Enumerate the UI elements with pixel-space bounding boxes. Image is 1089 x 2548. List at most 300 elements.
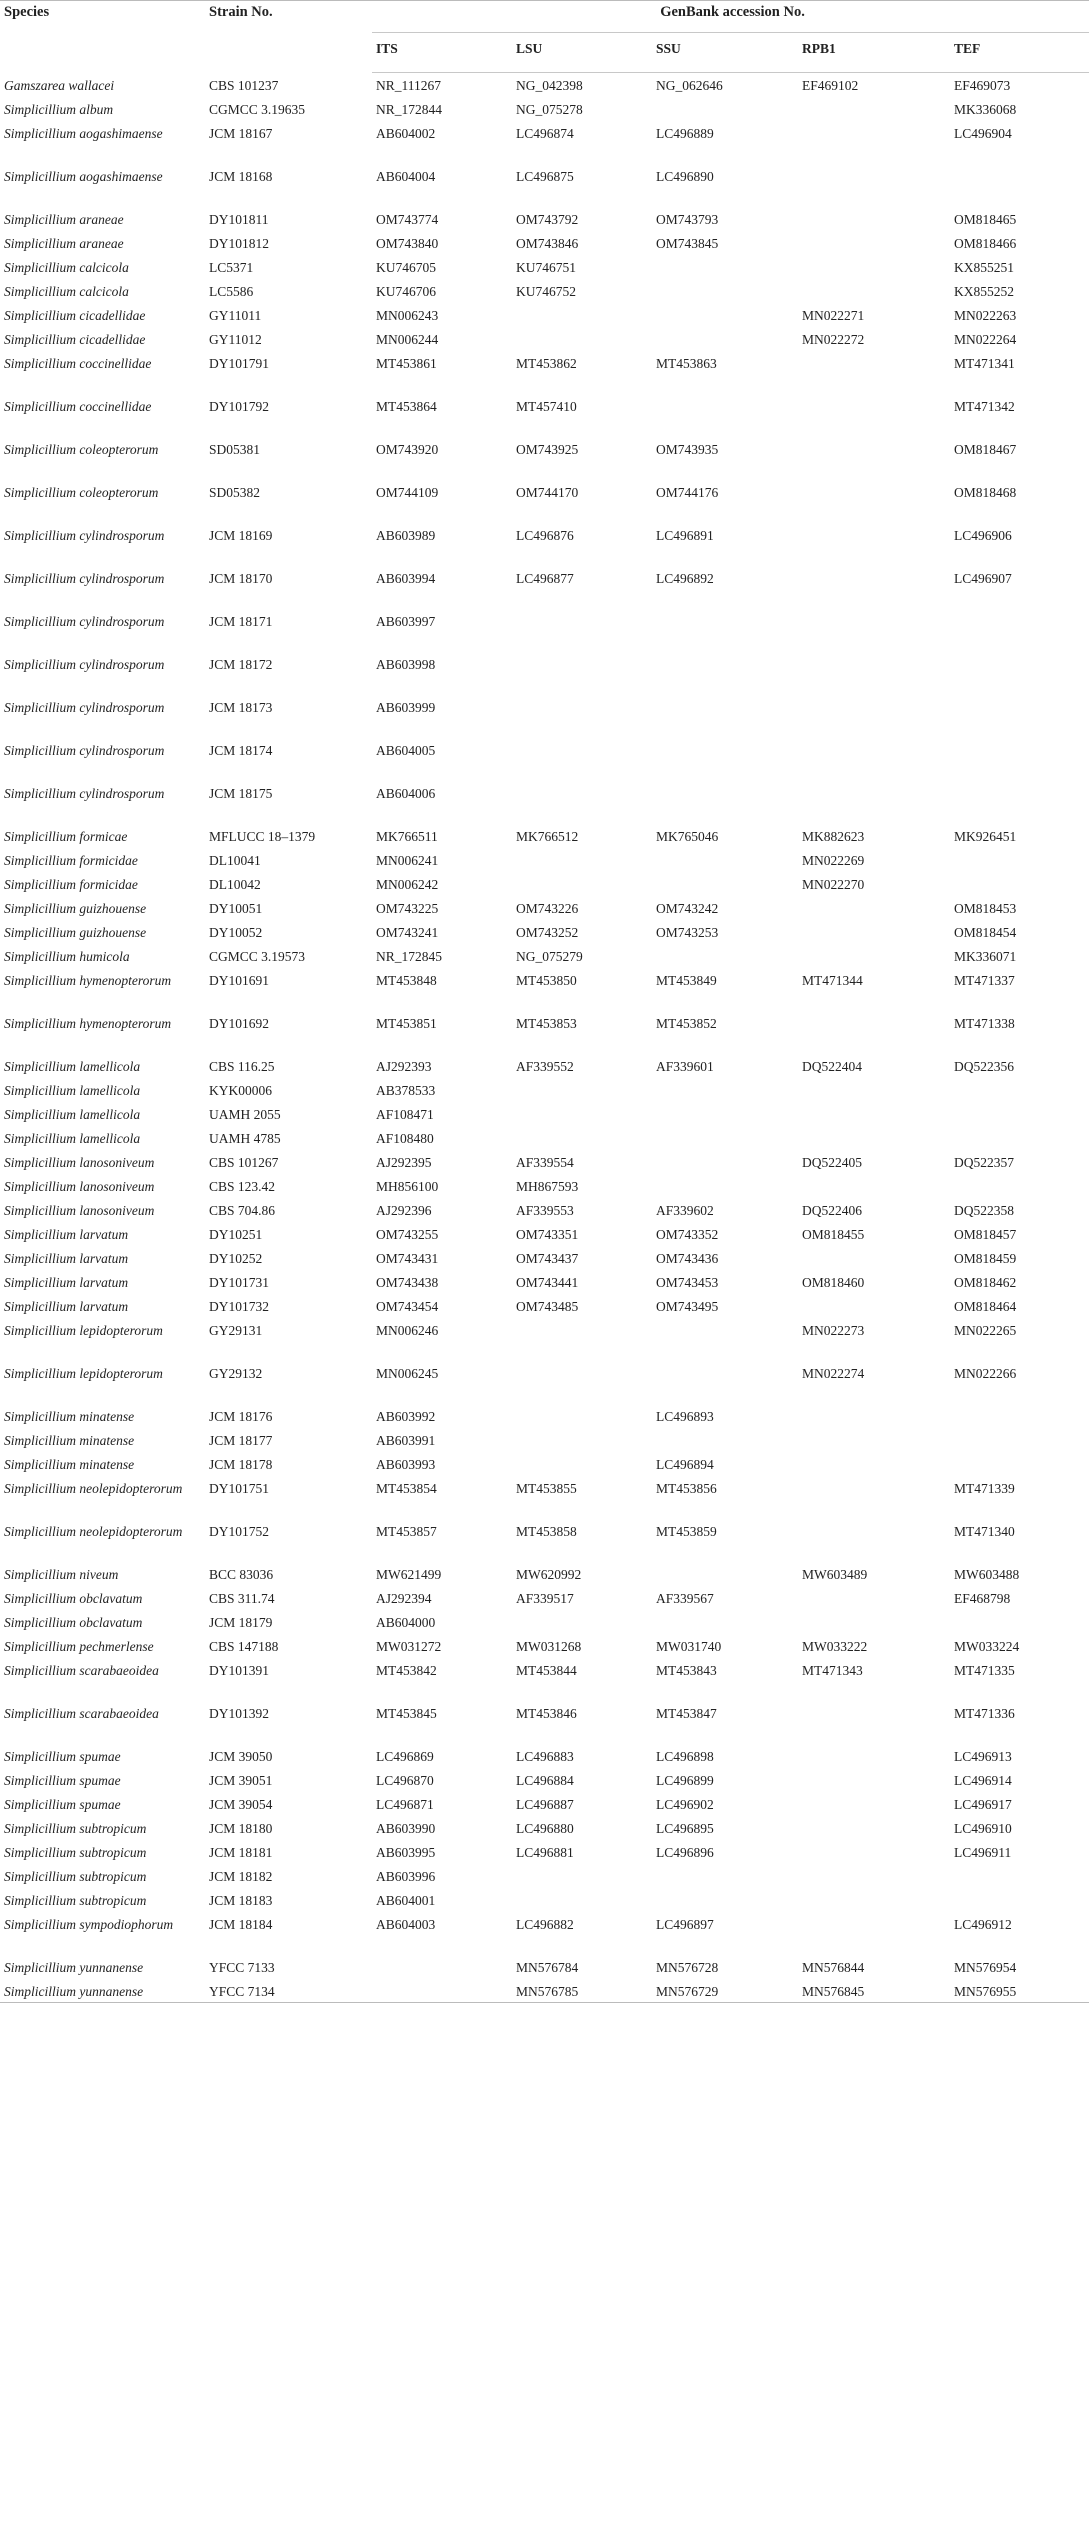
cell-strain: CBS 311.74 [209, 1590, 275, 1606]
cell-lsu: MN576785 [512, 1979, 652, 2003]
cell-its: MT453851 [376, 1015, 437, 1031]
cell-lsu: OM743351 [516, 1226, 579, 1242]
cell-strain: CBS 101267 [209, 1154, 279, 1170]
cell-species: Simplicillium coccinellidae [4, 398, 152, 414]
cell-ssu [652, 327, 798, 351]
cell-rpb1: MN022270 [802, 876, 865, 892]
cell-lsu [512, 1428, 652, 1452]
cell-ssu: MN576729 [652, 1979, 798, 2003]
cell-species: Simplicillium cylindrosporum [4, 613, 165, 629]
cell-strain: KYK00006 [209, 1082, 272, 1098]
cell-rpb1 [798, 231, 950, 255]
cell-ssu: OM743453 [656, 1274, 719, 1290]
cell-species: Simplicillium yunnanense [0, 1979, 205, 2003]
cell-ssu [652, 1102, 798, 1126]
cell-ssu: LC496892 [656, 570, 714, 586]
cell-species: Simplicillium lamellicola [4, 1106, 141, 1122]
cell-ssu: LC496891 [656, 527, 714, 543]
cell-its: AF108471 [376, 1106, 434, 1122]
cell-strain: JCM 18182 [209, 1868, 273, 1884]
cell-lsu [512, 609, 652, 652]
cell-ssu [652, 944, 798, 968]
cell-rpb1 [798, 1792, 950, 1816]
cell-lsu: MH867593 [516, 1178, 579, 1194]
table-row [0, 255, 1089, 279]
table-row [0, 872, 1089, 896]
cell-species: Simplicillium guizhouense [4, 900, 147, 916]
cell-strain: DY101391 [209, 1662, 269, 1678]
cell-tef: MT471339 [954, 1480, 1015, 1496]
cell-rpb1 [798, 97, 950, 121]
table-row [0, 1586, 1089, 1610]
cell-strain: JCM 18171 [209, 613, 273, 629]
cell-tef [950, 1428, 1089, 1452]
cell-rpb1 [798, 1294, 950, 1318]
cell-its: AB603994 [376, 570, 436, 586]
table-row [0, 1318, 1089, 1361]
cell-strain: DY10052 [209, 924, 263, 940]
table-row [0, 1744, 1089, 1768]
cell-rpb1 [798, 1452, 950, 1476]
cell-strain: DY101692 [209, 1015, 269, 1031]
cell-ssu: MT453856 [656, 1480, 717, 1496]
cell-its: LC496869 [376, 1748, 434, 1764]
cell-lsu: KU746752 [516, 283, 576, 299]
cell-strain: JCM 18180 [209, 1820, 273, 1836]
table-row [0, 1428, 1089, 1452]
cell-its: MN006243 [376, 307, 439, 323]
cell-tef: MT471337 [954, 972, 1015, 988]
cell-strain: CBS 101237 [209, 77, 279, 93]
cell-its: AB603990 [376, 1820, 436, 1836]
cell-ssu [652, 609, 798, 652]
cell-its: LC496870 [376, 1772, 434, 1788]
cell-strain: GY11012 [209, 331, 262, 347]
table-row [0, 1222, 1089, 1246]
table-row [0, 944, 1089, 968]
cell-strain: DY101392 [209, 1705, 269, 1721]
cell-lsu: MW031268 [516, 1638, 582, 1654]
header-lsu: LSU [512, 33, 652, 73]
cell-lsu: MN576784 [516, 1959, 579, 1975]
cell-strain: DY10252 [209, 1250, 263, 1266]
cell-lsu: OM743485 [516, 1298, 579, 1314]
cell-strain: JCM 18179 [209, 1614, 273, 1630]
cell-species: Simplicillium humicola [4, 948, 130, 964]
cell-rpb1: DQ522404 [802, 1058, 862, 1074]
cell-rpb1: EF469102 [802, 78, 859, 93]
table-row [0, 394, 1089, 437]
cell-species: Simplicillium niveum [4, 1566, 119, 1582]
cell-rpb1: MN022272 [802, 331, 865, 347]
cell-tef: OM818457 [954, 1226, 1017, 1242]
cell-its: MN006244 [376, 331, 439, 347]
cell-tef [950, 1452, 1089, 1476]
cell-tef: OM818454 [954, 924, 1017, 940]
cell-strain: JCM 18178 [209, 1456, 273, 1472]
cell-its: AF108480 [376, 1130, 434, 1146]
cell-strain: JCM 18177 [209, 1432, 273, 1448]
cell-its: MN006242 [376, 876, 439, 892]
cell-rpb1 [798, 920, 950, 944]
cell-its: KU746706 [376, 283, 436, 299]
cell-its: AB604000 [376, 1614, 436, 1630]
table-row [0, 1912, 1089, 1955]
cell-tef: MK336068 [954, 101, 1017, 117]
table-row [0, 1476, 1089, 1519]
cell-ssu: OM743845 [656, 235, 719, 251]
cell-rpb1: MT471343 [802, 1662, 863, 1678]
cell-rpb1: MN022271 [802, 307, 865, 323]
cell-its: AB603998 [376, 656, 436, 672]
cell-tef: MT471340 [954, 1523, 1015, 1539]
cell-lsu: MT453858 [516, 1523, 577, 1539]
table-row [0, 1610, 1089, 1634]
cell-rpb1 [798, 566, 950, 609]
cell-its: AB603997 [376, 613, 436, 629]
cell-rpb1: MN576845 [798, 1979, 950, 2003]
cell-strain: LC5586 [209, 283, 254, 299]
cell-its: AB603989 [376, 527, 436, 543]
cell-species: Simplicillium formicidae [4, 852, 138, 868]
cell-tef [950, 1610, 1089, 1634]
cell-lsu [512, 848, 652, 872]
cell-its: OM743920 [376, 441, 439, 457]
cell-its: AB603996 [376, 1868, 436, 1884]
cell-rpb1 [798, 1816, 950, 1840]
cell-strain: DY101791 [209, 355, 269, 371]
cell-strain: UAMH 2055 [209, 1106, 281, 1122]
cell-ssu [652, 255, 798, 279]
cell-ssu [652, 1126, 798, 1150]
cell-its: OM743255 [376, 1226, 439, 1242]
cell-lsu: NG_042398 [516, 78, 583, 93]
cell-lsu: LC496881 [516, 1844, 574, 1860]
cell-tef: LC496914 [954, 1772, 1012, 1788]
cell-ssu: AF339601 [656, 1058, 714, 1074]
cell-species: Simplicillium larvatum [4, 1298, 129, 1314]
cell-its: AB604006 [376, 785, 436, 801]
cell-species: Simplicillium minatense [4, 1432, 135, 1448]
table-row [0, 1768, 1089, 1792]
cell-rpb1: MN022273 [802, 1322, 865, 1338]
table-row [0, 920, 1089, 944]
cell-strain: JCM 18173 [209, 699, 273, 715]
cell-lsu: MW620992 [516, 1566, 582, 1582]
cell-rpb1 [798, 1768, 950, 1792]
cell-its: AB603995 [376, 1844, 436, 1860]
cell-ssu: MW031740 [656, 1638, 722, 1654]
cell-strain: JCM 18169 [209, 527, 273, 543]
cell-lsu: OM743441 [516, 1274, 579, 1290]
cell-rpb1 [798, 1102, 950, 1126]
cell-its: OM743840 [376, 235, 439, 251]
cell-its: MN006246 [376, 1322, 439, 1338]
cell-tef [950, 1864, 1089, 1888]
table-row [0, 695, 1089, 738]
table-row [0, 97, 1089, 121]
table-row [0, 1361, 1089, 1404]
table-row [0, 1888, 1089, 1912]
cell-tef: LC496917 [954, 1796, 1012, 1812]
cell-ssu: MT453859 [656, 1523, 717, 1539]
table-row [0, 480, 1089, 523]
cell-strain: UAMH 4785 [209, 1130, 281, 1146]
cell-lsu: LC496877 [516, 570, 574, 586]
cell-rpb1 [798, 1519, 950, 1562]
cell-lsu: LC496874 [516, 125, 574, 141]
cell-lsu: MK766512 [516, 828, 579, 844]
cell-its: MT453848 [376, 972, 437, 988]
cell-lsu: OM744170 [516, 484, 579, 500]
header-species: Species [0, 1, 205, 73]
cell-rpb1 [798, 279, 950, 303]
cell-lsu: OM743437 [516, 1250, 579, 1266]
cell-rpb1 [798, 207, 950, 231]
cell-lsu [512, 738, 652, 781]
cell-species: Gamszarea wallacei [4, 77, 115, 93]
cell-its: MT453864 [376, 398, 437, 414]
cell-species: Simplicillium coccinellidae [4, 355, 152, 371]
cell-rpb1 [798, 394, 950, 437]
cell-ssu [652, 1078, 798, 1102]
header-genbank: GenBank accession No. [372, 1, 1089, 33]
header-ssu: SSU [652, 33, 798, 73]
cell-lsu [512, 652, 652, 695]
cell-ssu [652, 781, 798, 824]
cell-its: MK766511 [376, 828, 438, 844]
cell-its: AJ292394 [376, 1590, 432, 1606]
cell-species: Simplicillium larvatum [4, 1274, 129, 1290]
cell-lsu [512, 327, 652, 351]
cell-lsu: MT453846 [516, 1705, 577, 1721]
cell-tef: MT471336 [954, 1705, 1015, 1721]
cell-lsu: KU746751 [516, 259, 576, 275]
table-row [0, 1126, 1089, 1150]
cell-species: Simplicillium subtropicum [4, 1868, 147, 1884]
cell-lsu: AF339552 [516, 1058, 574, 1074]
cell-tef: KX855252 [954, 283, 1014, 299]
cell-ssu: MT453863 [656, 355, 717, 371]
cell-lsu [512, 1102, 652, 1126]
cell-rpb1: OM818460 [802, 1274, 865, 1290]
cell-lsu: LC496887 [516, 1796, 574, 1812]
table-row [0, 824, 1089, 848]
cell-rpb1 [798, 1744, 950, 1768]
cell-lsu: MT453844 [516, 1662, 577, 1678]
cell-species: Simplicillium hymenopterorum [4, 1015, 172, 1031]
cell-species: Simplicillium lepidopterorum [4, 1365, 163, 1381]
table-row [0, 1011, 1089, 1054]
header-its: ITS [372, 33, 512, 73]
cell-ssu: MT453849 [656, 972, 717, 988]
cell-its: AB603991 [376, 1432, 436, 1448]
cell-lsu [512, 781, 652, 824]
cell-species: Simplicillium formicae [4, 828, 128, 844]
cell-tef [950, 872, 1089, 896]
cell-tef: OM818462 [954, 1274, 1017, 1290]
cell-tef [950, 1888, 1089, 1912]
cell-strain: DY101691 [209, 972, 269, 988]
cell-its: OM743454 [376, 1298, 439, 1314]
table-row [0, 1955, 1089, 1979]
cell-tef: LC496907 [954, 570, 1012, 586]
cell-species: Simplicillium lepidopterorum [4, 1322, 163, 1338]
cell-its: AB603999 [376, 699, 436, 715]
cell-its: MW621499 [376, 1566, 442, 1582]
table-header [0, 1, 1089, 73]
table-row [0, 781, 1089, 824]
cell-species: Simplicillium scarabaeoidea [4, 1705, 159, 1721]
cell-strain: JCM 18170 [209, 570, 273, 586]
cell-tef: OM818453 [954, 900, 1017, 916]
cell-lsu: AF339553 [516, 1202, 574, 1218]
cell-rpb1 [798, 523, 950, 566]
cell-ssu [652, 1864, 798, 1888]
cell-tef: LC496912 [954, 1916, 1012, 1932]
cell-tef [950, 1404, 1089, 1428]
cell-species: Simplicillium cicadellidae [4, 307, 146, 323]
cell-species: Simplicillium cicadellidae [4, 331, 146, 347]
cell-strain: CBS 704.86 [209, 1202, 276, 1218]
cell-strain: JCM 18167 [209, 125, 273, 141]
cell-lsu [512, 1404, 652, 1428]
cell-ssu [652, 303, 798, 327]
cell-species: Simplicillium album [4, 101, 114, 117]
cell-species: Simplicillium spumae [4, 1796, 121, 1812]
cell-tef: OM818459 [954, 1250, 1017, 1266]
table-row [0, 437, 1089, 480]
cell-tef: MN576954 [954, 1959, 1017, 1975]
cell-tef: OM818465 [954, 211, 1017, 227]
cell-lsu [512, 1126, 652, 1150]
cell-species: Simplicillium cylindrosporum [4, 785, 165, 801]
cell-ssu [652, 1610, 798, 1634]
cell-species: Simplicillium larvatum [4, 1226, 129, 1242]
cell-its: MT453854 [376, 1480, 437, 1496]
cell-its [372, 1955, 512, 1979]
cell-strain: DY101792 [209, 398, 269, 414]
cell-tef: MT471335 [954, 1662, 1015, 1678]
cell-tef [950, 1078, 1089, 1102]
cell-its: OM743774 [376, 211, 439, 227]
cell-rpb1 [798, 1888, 950, 1912]
cell-tef: LC496904 [954, 125, 1012, 141]
cell-ssu [652, 1428, 798, 1452]
cell-its: AB604004 [376, 168, 436, 184]
table-row [0, 121, 1089, 164]
cell-ssu: OM744176 [656, 484, 719, 500]
cell-ssu [652, 1562, 798, 1586]
cell-species: Simplicillium lanosoniveum [4, 1202, 155, 1218]
cell-lsu [512, 303, 652, 327]
cell-ssu: OM743352 [656, 1226, 719, 1242]
cell-its: AJ292393 [376, 1058, 432, 1074]
cell-species: Simplicillium larvatum [4, 1250, 129, 1266]
cell-ssu: OM743793 [656, 211, 719, 227]
cell-species: Simplicillium coleopterorum [4, 484, 159, 500]
cell-its: AB604003 [376, 1916, 436, 1932]
table-row [0, 1792, 1089, 1816]
cell-rpb1: MN576844 [802, 1959, 865, 1975]
cell-lsu: OM743792 [516, 211, 579, 227]
cell-lsu: OM743925 [516, 441, 579, 457]
header-tef: TEF [950, 33, 1089, 73]
cell-tef: OM818466 [954, 235, 1017, 251]
cell-tef: MK336071 [954, 948, 1017, 964]
cell-rpb1: DQ522405 [802, 1154, 862, 1170]
cell-rpb1: MN022274 [802, 1365, 865, 1381]
table-row [0, 351, 1089, 394]
cell-strain: JCM 18175 [209, 785, 273, 801]
cell-lsu [512, 1888, 652, 1912]
table-body [0, 73, 1089, 2003]
cell-rpb1: OM818455 [802, 1226, 865, 1242]
cell-strain: GY29131 [209, 1322, 263, 1338]
cell-ssu [652, 848, 798, 872]
cell-strain: DL10041 [209, 852, 261, 868]
cell-rpb1 [798, 351, 950, 394]
cell-rpb1: MW603489 [802, 1566, 868, 1582]
cell-lsu: OM743252 [516, 924, 579, 940]
cell-species: Simplicillium minatense [4, 1456, 135, 1472]
cell-strain: SD05382 [209, 484, 261, 500]
cell-tef [950, 1102, 1089, 1126]
cell-ssu: LC496899 [656, 1772, 714, 1788]
cell-tef: MK926451 [954, 828, 1017, 844]
cell-species: Simplicillium coleopterorum [4, 441, 159, 457]
cell-species: Simplicillium lamellicola [4, 1058, 141, 1074]
cell-tef: LC496910 [954, 1820, 1012, 1836]
cell-strain: DY101751 [209, 1480, 269, 1496]
cell-ssu: AF339567 [656, 1590, 714, 1606]
cell-lsu [512, 1361, 652, 1404]
table-row [0, 652, 1089, 695]
cell-species: Simplicillium calcicola [4, 259, 129, 275]
cell-species: Simplicillium sympodiophorum [4, 1916, 174, 1932]
cell-its: AB604002 [376, 125, 436, 141]
cell-strain: JCM 39051 [209, 1772, 273, 1788]
cell-tef [950, 609, 1089, 652]
cell-lsu: LC496883 [516, 1748, 574, 1764]
cell-species: Simplicillium cylindrosporum [4, 656, 165, 672]
cell-tef: LC496913 [954, 1748, 1012, 1764]
cell-lsu: AF339517 [516, 1590, 574, 1606]
cell-species: Simplicillium lanosoniveum [4, 1178, 155, 1194]
cell-its: LC496871 [376, 1796, 434, 1812]
cell-rpb1 [798, 164, 950, 207]
table-row [0, 73, 1089, 97]
cell-species: Simplicillium yunnanense [4, 1959, 144, 1975]
cell-ssu [652, 1150, 798, 1174]
table-row [0, 523, 1089, 566]
cell-lsu: NG_075278 [516, 101, 583, 117]
cell-strain: CBS 147188 [209, 1638, 279, 1654]
table-row [0, 1054, 1089, 1078]
cell-species: Simplicillium subtropicum [4, 1892, 147, 1908]
cell-ssu: OM743495 [656, 1298, 719, 1314]
cell-species: Simplicillium spumae [4, 1772, 121, 1788]
cell-strain: GY11011 [209, 307, 262, 323]
cell-ssu: OM743253 [656, 924, 719, 940]
cell-species: Simplicillium scarabaeoidea [4, 1662, 159, 1678]
cell-tef [950, 1126, 1089, 1150]
cell-its: OM743431 [376, 1250, 439, 1266]
cell-tef: KX855251 [954, 259, 1014, 275]
cell-lsu [512, 1318, 652, 1361]
cell-its: MN006241 [376, 852, 439, 868]
table-row [0, 1246, 1089, 1270]
